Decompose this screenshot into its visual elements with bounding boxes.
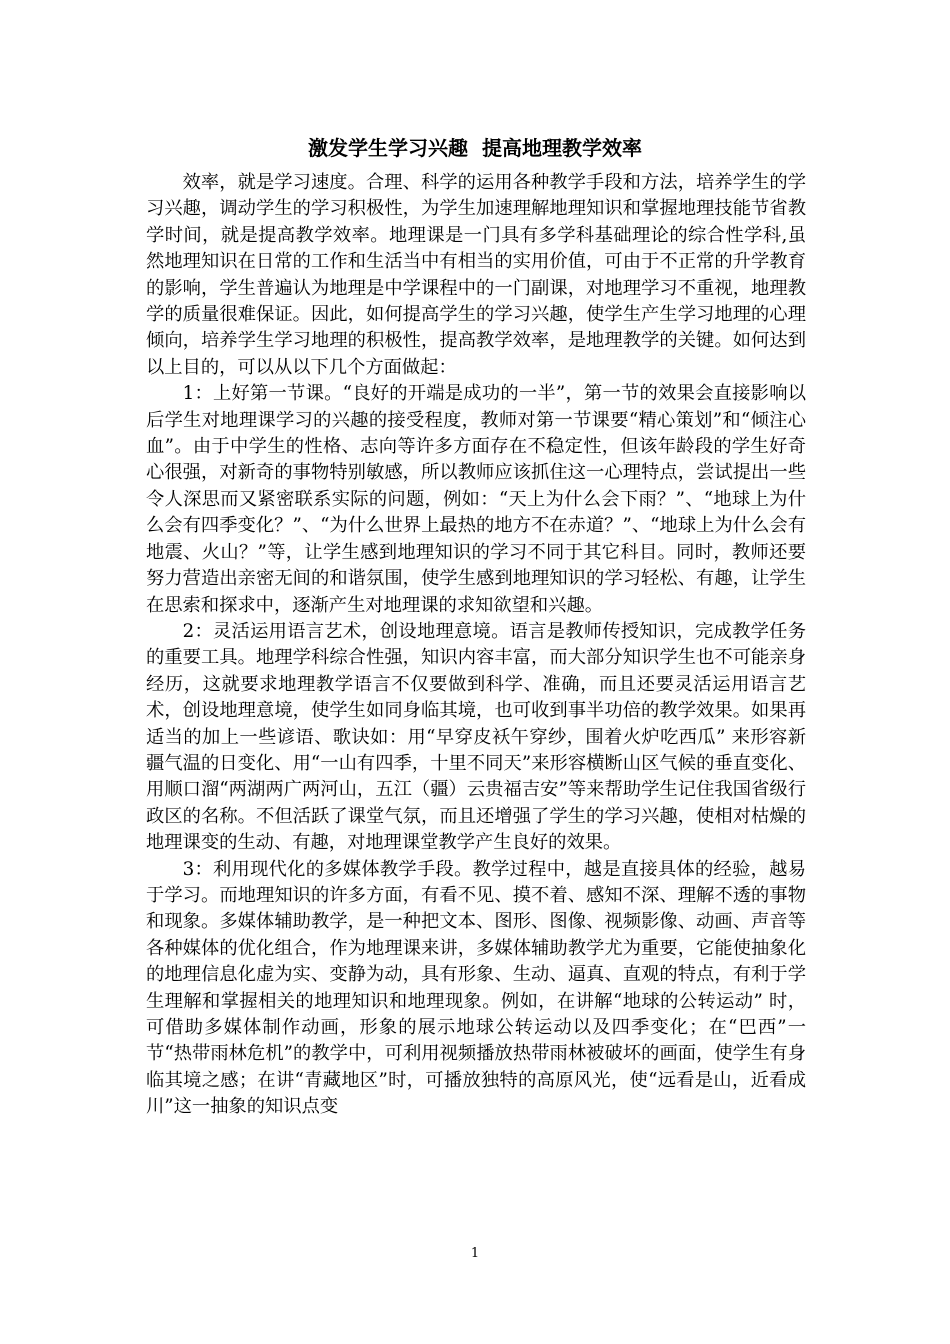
paragraph-intro: 效率，就是学习速度。合理、科学的运用各种教学手段和方法，培养学生的学习兴趣，调动学生的学习积极性，为学生加速理解地理知识和掌握地理技能节省教学时间，就是提高教学效率。地理课是一门具有多学科基础理论的综合性学科,虽然地理知识在日常的工作和生活当中有相当的实用价值，可由于不正常的升学教育的影响，学生普遍认为地理是中学课程中的一门副课，对地理学习不重视，地理教学的质量很难保证。因此，如何提高学生的学习兴趣，使学生产生学习地理的心理倾向，培养学生学习地理的积极性，提高教学效率，是地理教学的关键。如何达到以上目的，可以从以下几个方面做起： [146, 172, 806, 378]
document-body [146, 170, 806, 1121]
paragraph-point-2: 2：灵活运用语言艺术，创设地理意境。语言是教师传授知识，完成教学任务的重要工具。地理学科综合性强，知识内容丰富，而大部分知识学生也不可能亲身经历，这就要求地理教学语言不仅要做到科学、准确，而且还要灵活运用语言艺术，创设地理意境，使学生如同身临其境，也可收到事半功倍的教学效果。如果再适当的加上一些谚语、歌诀如：用“早穿皮袄午穿纱，围着火炉吃西瓜” 来形容新疆气温的日变化、用“一山有四季，十里不同天”来形容横断山区气候的垂直变化、用顺口溜“两湖两广两河山，五江（疆）云贵福吉安”等来帮助学生记住我国省级行政区的名称。不但活跃了课堂气氛，而且还增强了学生的学习兴趣，使相对枯燥的地理课变的生动、有趣，对地理课堂教学产生良好的效果。 [146, 620, 806, 854]
paragraph-point-3: 3：利用现代化的多媒体教学手段。教学过程中，越是直接具体的经验，越易于学习。而地理知识的许多方面，有看不见、摸不着、感知不深、理解不透的事物和现象。多媒体辅助教学，是一种把文本、图形、图像、视频影像、动画、声音等各种媒体的优化组合，作为地理课来讲，多媒体辅助教学尤为重要，它能使抽象化的地理信息化虚为实、变静为动，具有形象、生动、逼真、直观的特点，有利于学生理解和掌握相关的地理知识和地理现象。例如，在讲解“地球的公转运动” 时，可借助多媒体制作动画，形象的展示地球公转运动以及四季变化；在“巴西”一节“热带雨林危机”的教学中，可利用视频播放热带雨林被破坏的画面，使学生有身临其境之感；在讲“青藏地区”时，可播放独特的高原风光，使“远看是山，近看成川”这一抽象的知识点变 [146, 858, 806, 1118]
paragraph-point-1: 1：上好第一节课。“良好的开端是成功的一半”，第一节的效果会直接影响以后学生对地理课学习的兴趣的接受程度，教师对第一节课要“精心策划”和“倾注心血”。由于中学生的性格、志向等许多方面存在不稳定性，但该年龄段的学生好奇心很强，对新奇的事物特别敏感，所以教师应该抓住这一心理特点，尝试提出一些令人深思而又紧密联系实际的问题，例如：“天上为什么会下雨？”、“地球上为什么会有四季变化？”、“为什么世界上最热的地方不在赤道？”、“地球上为什么会有地震、火山？”等，让学生感到地理知识的学习不同于其它科目。同时，教师还要努力营造出亲密无间的和谐氛围，使学生感到地理知识的学习轻松、有趣，让学生在思索和探求中，逐渐产生对地理课的求知欲望和兴趣。 [146, 383, 806, 616]
page-number: 1 [470, 1246, 480, 1261]
document-title: 激发学生学习兴趣 提高地理教学效率 [308, 136, 642, 160]
